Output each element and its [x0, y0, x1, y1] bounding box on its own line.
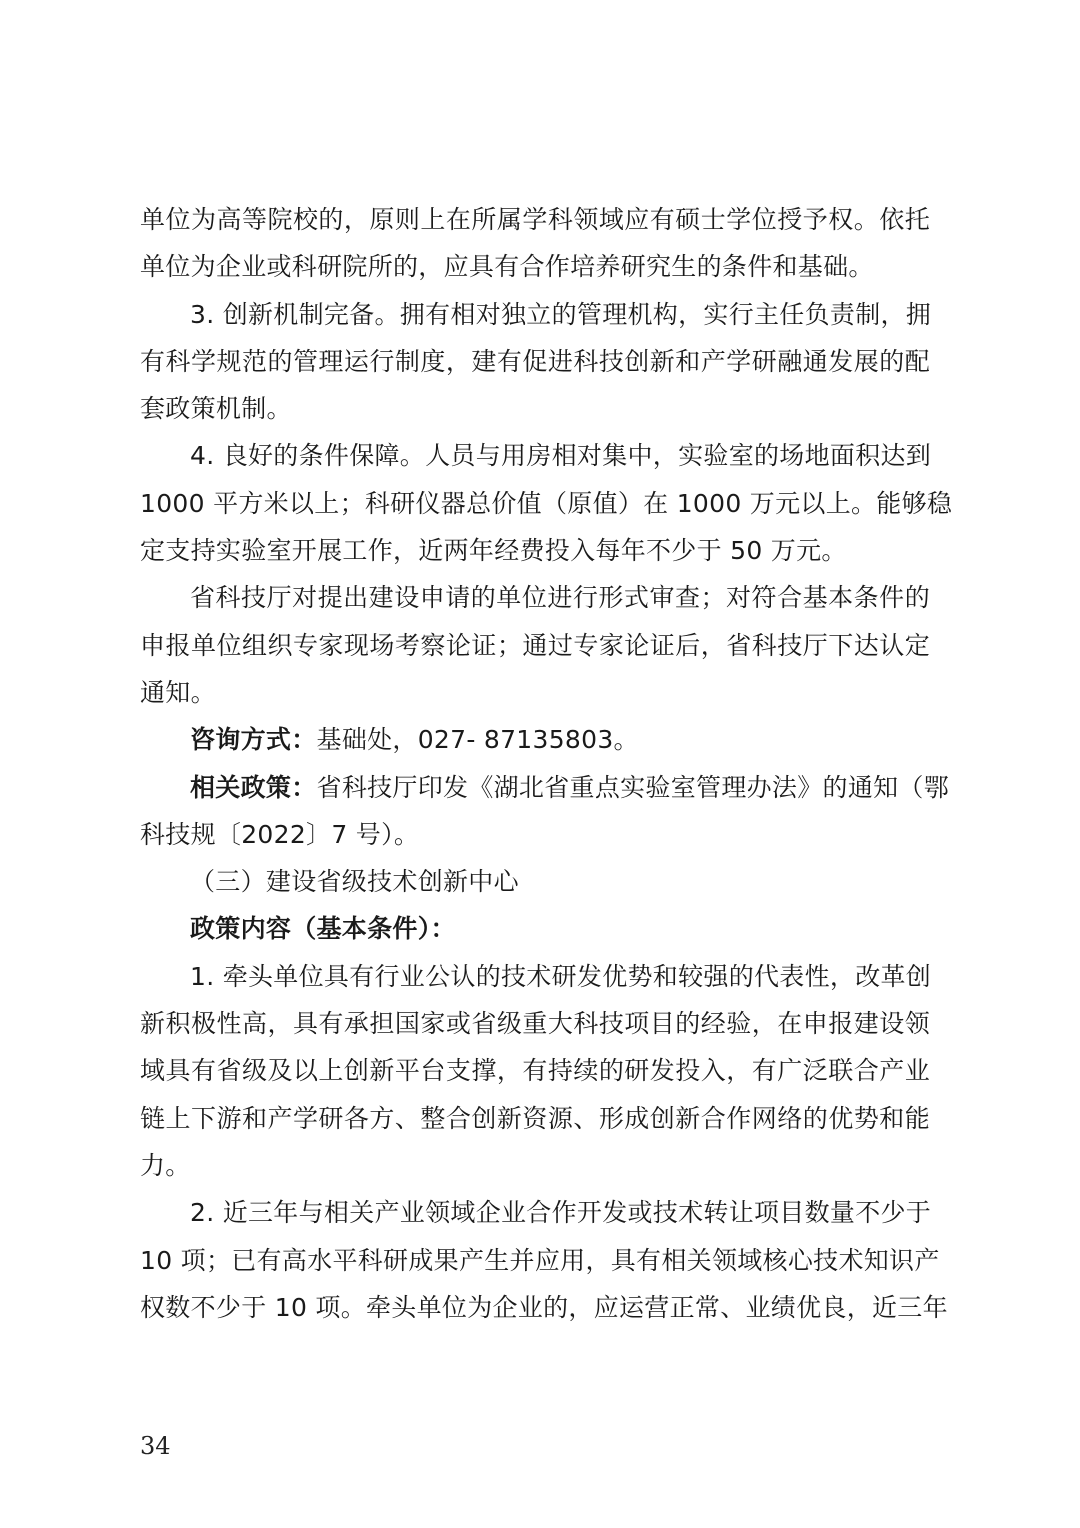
text-line: 4. 良好的条件保障。人员与用房相对集中，实验室的场地面积达到	[190, 441, 932, 471]
text-line: 2. 近三年与相关产业领域企业合作开发或技术转让项目数量不少于	[190, 1198, 932, 1228]
text-line: 申报单位组织专家现场考察论证；通过专家论证后，省科技厅下达认定	[140, 630, 930, 660]
text-line: 力。	[140, 1150, 191, 1180]
contact-text: 基础处，027- 87135803。	[316, 725, 639, 755]
contact-label: 咨询方式：	[190, 725, 317, 755]
text-line: 10 项；已有高水平科研成果产生并应用，具有相关领域核心技术知识产	[140, 1245, 940, 1275]
text-line: 省科技厅对提出建设申请的单位进行形式审查；对符合基本条件的	[190, 583, 930, 613]
text-line: 套政策机制。	[140, 394, 292, 424]
contact-line	[140, 716, 930, 763]
text-line: 3. 创新机制完备。拥有相对独立的管理机构，实行主任负责制，拥	[190, 299, 932, 329]
text-line: 新积极性高，具有承担国家或省级重大科技项目的经验，在申报建设领	[140, 1009, 930, 1039]
page-number: 34	[140, 1432, 171, 1460]
text-line: 通知。	[140, 677, 216, 707]
policy-text: 省科技厅印发《湖北省重点实验室管理办法》的通知（鄂	[316, 772, 950, 802]
text-line: 权数不少于 10 项。牵头单位为企业的，应运营正常、业绩优良，近三年	[140, 1292, 948, 1322]
text-line: 单位为高等院校的，原则上在所属学科领域应有硕士学位授予权。依托	[140, 205, 930, 234]
text-line: 1000 平方米以上；科研仪器总价值（原值）在 1000 万元以上。能够稳	[140, 488, 953, 518]
body-text	[140, 196, 953, 1331]
policy-line	[140, 764, 950, 811]
text-line: 域具有省级及以上创新平台支撑，有持续的研发投入，有广泛联合产业	[140, 1056, 930, 1086]
text-line: 1. 牵头单位具有行业公认的技术研发优势和较强的代表性，改革创	[190, 961, 932, 991]
policy-label: 相关政策：	[190, 772, 317, 802]
text-line: 定支持实验室开展工作，近两年经费投入每年不少于 50 万元。	[140, 536, 847, 566]
text-line: 科技规〔2022〕7 号）。	[140, 819, 420, 849]
subheading: 政策内容（基本条件）：	[190, 914, 456, 944]
text-line: 链上下游和产学研各方、整合创新资源、形成创新合作网络的优势和能	[140, 1103, 930, 1133]
section-heading: （三）建设省级技术创新中心	[190, 867, 519, 897]
text-line: 单位为企业或科研院所的，应具有合作培养研究生的条件和基础。	[140, 252, 874, 282]
text-line: 有科学规范的管理运行制度，建有促进科技创新和产学研融通发展的配	[140, 346, 930, 376]
